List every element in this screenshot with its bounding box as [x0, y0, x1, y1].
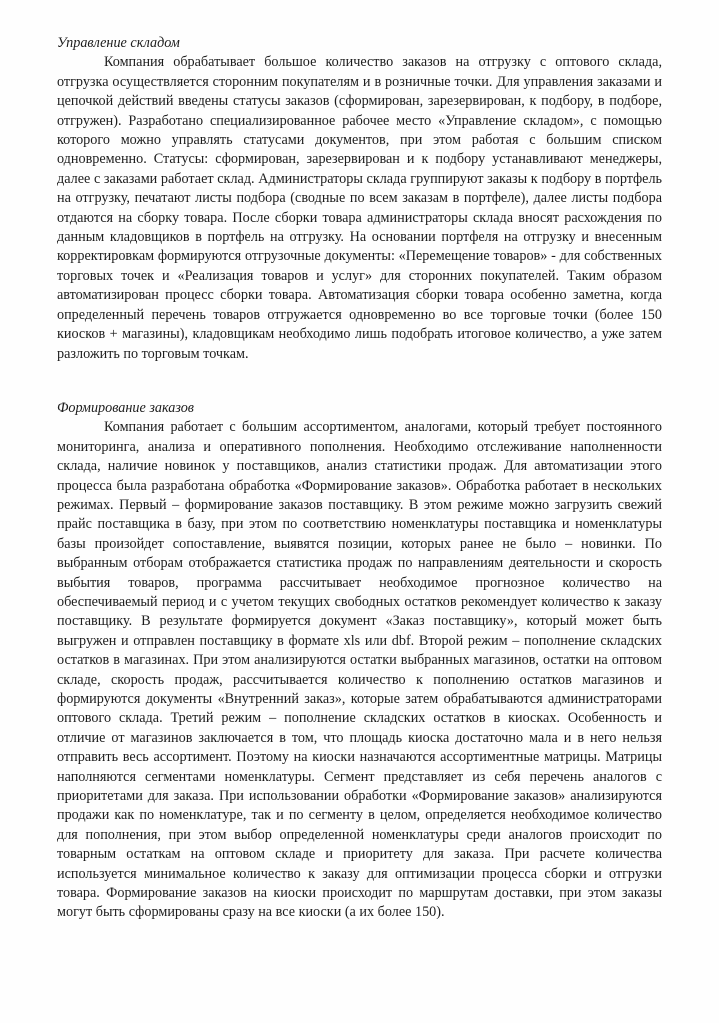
section-title: Формирование заказов — [57, 399, 194, 416]
section-title: Управление складом — [57, 35, 180, 51]
section-order-formation — [57, 399, 662, 923]
section-paragraph: Компания обрабатывает большое количество заказов на отгрузку с оптового склада, отгрузка осуществляется сторонним покупателям и в розничные точки. Для управления заказами и цепочкой действий введены статусы заказов (сформирован, зарезервирован, к подбору, в подборе, отгружен). Разработано специализированное рабочее место «Управление складом», с помощью которого можно управлять статусами документов, при этом работая с большим списком одновременно. Статусы: сформирован, зарезервирован и к подбору устанавливают менеджеры, далее с заказами работает склад. Администраторы склада группируют заказы к подбору в портфель на отгрузку, печатают листы подбора (сводные по всем заказам в портфеле), далее листы подбора отдаются на сборку товара. После сборки товара администраторы склада вносят расхождения по данным кладовщиков в портфель на отгрузку. На основании портфеля на отгрузку и внесенным корректировкам формируются отгрузочные документы: «Перемещение товаров» - для собственных торговых точек и «Реализация товаров и услуг» для сторонних покупателей. Таким образом автоматизирован процесс сборки товара. Автоматизация сборки товара особенно заметна, когда определенный перечень товаров отгружается одновременно во все торговые точки (более 150 киосков + магазины), кладовщикам необходимо лишь подобрать итоговое количество, а уже затем разложить по торговым точкам. — [57, 54, 662, 362]
section-paragraph: Компания работает с большим ассортиментом, аналогами, который требует постоянного мониторинга, анализа и оперативного пополнения. Необходимо отслеживание наполненности склада, наличие новинок у поставщиков, анализ статистики продаж. Для автоматизации этого процесса была разработана обработка «Формирование заказов». Обработка работает в нескольких режимах. Первый – формирование заказов поставщику. В этом режиме можно загрузить свежий прайс поставщика в базу, при этом по соответствию номенклатуры поставщика и номенклатуры базы произойдет сопоставление, выявятся позиции, которых ранее не было – новинки. По выбранным отборам отображается статистика продаж по направлениям деятельности и скорость выбытия товаров, программа рассчитывает необходимое прогнозное количество на обеспечиваемый период и с учетом текущих свободных остатков рекомендует количество к заказу поставщику. В результате формируется документ «Заказ поставщику», который может быть выгружен и отправлен поставщику в формате xls или dbf. Второй режим – пополнение складских остатков в магазинах. При этом анализируются остатки выбранных магазинов, остатки на оптовом складе, скорость продаж, рассчитывается количество к пополнению остатков магазинов и формируются документы «Внутренний заказ», которые затем обрабатываются администраторами оптового склада. Третий режим – пополнение складских остатков в киосках. Особенность и отличие от магазинов заключается в том, что площадь киоска достаточно мала и в него нельзя отправить весь ассортимент. Поэтому на киоски назначаются ассортиментные матрицы. Матрицы наполняются сегментами номенклатуры. Сегмент представляет из себя перечень аналогов с приоритетами для заказа. При использовании обработки «Формирование заказов» анализируются продажи как по номенклатуре, так и по сегменту в целом, определяется необходимое количество для пополнения, при этом выбор определенной номенклатуры среди аналогов происходит по товарным остаткам на оптовом складе и приоритету для заказа. При расчете количества используется минимальное количество к заказу для оптимизации процесса сборки и отгрузки товара. Формирование заказов на киоски происходит по маршрутам доставки, при этом заказы могут быть сформированы сразу на все киоски (а их более 150). — [57, 419, 662, 921]
section-warehouse-management — [57, 34, 662, 364]
section-spacer — [57, 364, 662, 399]
document-content — [57, 34, 662, 923]
